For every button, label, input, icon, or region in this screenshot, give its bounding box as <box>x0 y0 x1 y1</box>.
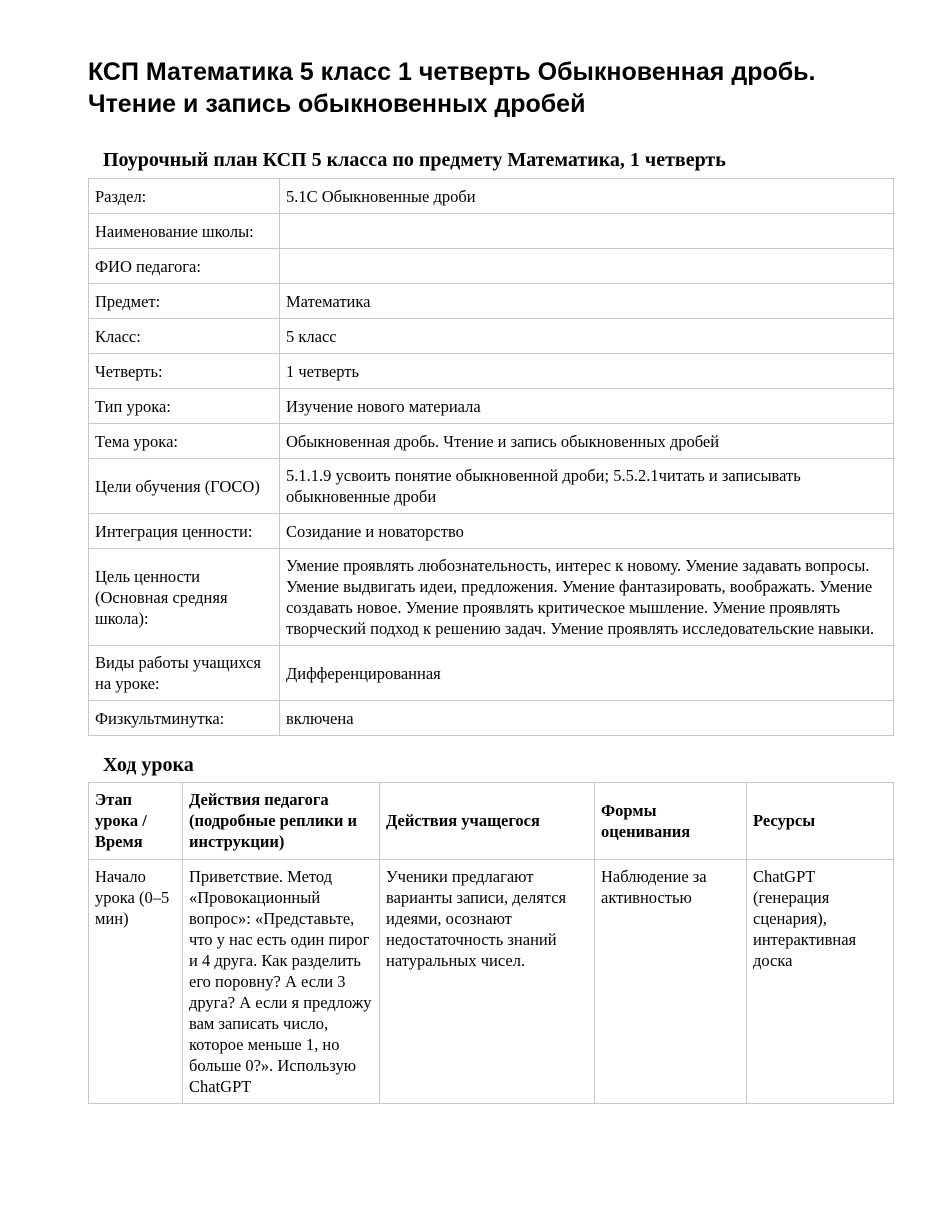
info-value: Математика <box>280 284 894 319</box>
info-label: Четверть: <box>89 354 280 389</box>
table-row <box>89 354 894 389</box>
info-value: Обыкновенная дробь. Чтение и запись обыкновенных дробей <box>280 424 894 459</box>
table-row <box>89 646 894 701</box>
info-label: Цели обучения (ГОСО) <box>89 459 280 514</box>
info-value: Изучение нового материала <box>280 389 894 424</box>
info-label: Наименование школы: <box>89 214 280 249</box>
table-cell: Приветствие. Метод «Провокационный вопрос»: «Представьте, что у нас есть один пирог и 4 друга. Как разделить его поровну? А если 3 друга? А если я предложу вам записать число, которое меньше 1, но больше 0?». Использую ChatGPT <box>183 860 380 1104</box>
info-label: Цель ценности (Основная средняя школа): <box>89 549 280 646</box>
table-row <box>89 214 894 249</box>
lesson-progress-table <box>88 782 894 1104</box>
table-row <box>89 459 894 514</box>
lesson-progress-heading: Ход урока <box>103 754 194 776</box>
table-row <box>89 389 894 424</box>
column-header: Действия учащегося <box>380 783 595 860</box>
table-row <box>89 249 894 284</box>
info-label: Тип урока: <box>89 389 280 424</box>
table-row <box>89 424 894 459</box>
plan-heading: Поурочный план КСП 5 класса по предмету Математика, 1 четверть <box>103 149 726 171</box>
info-label: Раздел: <box>89 179 280 214</box>
document-page <box>88 56 893 1104</box>
info-label: Интеграция ценности: <box>89 514 280 549</box>
table-cell: Наблюдение за активностью <box>595 860 747 1104</box>
column-header: Формы оценивания <box>595 783 747 860</box>
info-value: Дифференцированная <box>280 646 894 701</box>
info-label: Класс: <box>89 319 280 354</box>
info-label: Физкультминутка: <box>89 701 280 736</box>
table-row <box>89 701 894 736</box>
document-title: КСП Математика 5 класс 1 четверть Обыкновенная дробь. Чтение и запись обыкновенных дробей <box>88 58 816 118</box>
column-header: Этап урока / Время <box>89 783 183 860</box>
column-header: Действия педагога (подробные реплики и инструкции) <box>183 783 380 860</box>
lesson-info-table <box>88 178 894 736</box>
info-label: Предмет: <box>89 284 280 319</box>
info-value: 5.1.1.9 усвоить понятие обыкновенной дроби; 5.5.2.1читать и записывать обыкновенные дроби <box>280 459 894 514</box>
table-row <box>89 284 894 319</box>
info-label: ФИО педагога: <box>89 249 280 284</box>
table-row <box>89 514 894 549</box>
table-row <box>89 319 894 354</box>
table-row <box>89 860 894 1104</box>
info-value: 5 класс <box>280 319 894 354</box>
table-cell: Ученики предлагают варианты записи, делятся идеями, осознают недостаточность знаний натуральных чисел. <box>380 860 595 1104</box>
info-label: Тема урока: <box>89 424 280 459</box>
table-cell: ChatGPT (генерация сценария), интерактивная доска <box>747 860 894 1104</box>
info-value <box>280 214 894 249</box>
table-row <box>89 179 894 214</box>
info-value <box>280 249 894 284</box>
table-cell: Начало урока (0–5 мин) <box>89 860 183 1104</box>
info-label: Виды работы учащихся на уроке: <box>89 646 280 701</box>
info-value: 5.1С Обыкновенные дроби <box>280 179 894 214</box>
column-header: Ресурсы <box>747 783 894 860</box>
info-value: Созидание и новаторство <box>280 514 894 549</box>
table-row <box>89 549 894 646</box>
info-value: Умение проявлять любознательность, интерес к новому. Умение задавать вопросы. Умение выдвигать идеи, предложения. Умение фантазировать, воображать. Умение создавать новое. Умение проявлять критическое мышление. Умение проявлять творческий подход к решению задач. Умение проявлять исследовательские навыки. <box>280 549 894 646</box>
info-value: включена <box>280 701 894 736</box>
table-header-row <box>89 783 894 860</box>
info-value: 1 четверть <box>280 354 894 389</box>
